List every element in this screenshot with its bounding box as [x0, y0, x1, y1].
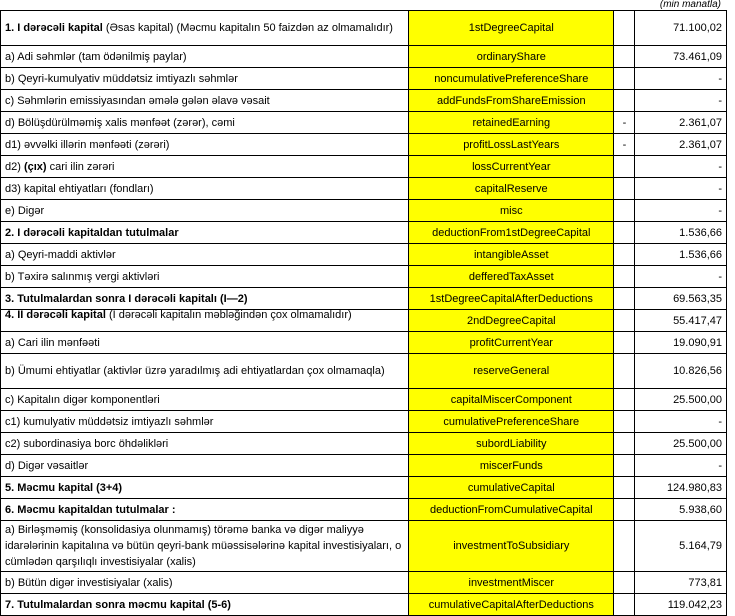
- row-value: 2.361,07: [635, 134, 727, 156]
- row-label: d2) (çıx) cari ilin zərəri: [1, 156, 409, 178]
- row-sign: -: [614, 134, 635, 156]
- row-label: 4. II dərəcəli kapital (I dərəcəli kapitalın məbləğindən çox olmamalıdır): [1, 310, 409, 332]
- table-row: [1, 68, 727, 90]
- row-label: 3. Tutulmalardan sonra I dərəcəli kapitalı (I—2): [1, 288, 409, 310]
- row-key: profitLossLastYears: [409, 134, 614, 156]
- row-label: a) Birləşməmiş (konsolidasiya olunmamış) törəmə banka və digər maliyyə idarələrinin kapitalına və bütün qeyri-bank müəssisələrinə kapital investisiyaları, o cümlədən qarşılıqlı investisiyalar (xalis): [1, 521, 409, 572]
- table-row: [1, 200, 727, 222]
- row-sign: [614, 572, 635, 594]
- row-sign: [614, 288, 635, 310]
- row-label: b) Qeyri-kumulyativ müddətsiz imtiyazlı səhmlər: [1, 68, 409, 90]
- row-key: ordinaryShare: [409, 46, 614, 68]
- row-label: c) Səhmlərin emissiyasından əmələ gələn əlavə vəsait: [1, 90, 409, 112]
- row-sign: -: [614, 112, 635, 134]
- unit-note: (min manatla): [659, 0, 721, 10]
- row-key: deductionFrom1stDegreeCapital: [409, 222, 614, 244]
- row-value: 119.042,23: [635, 594, 727, 616]
- row-sign: [614, 433, 635, 455]
- row-key: cumulativeCapitalAfterDeductions: [409, 594, 614, 616]
- row-value: -: [635, 200, 727, 222]
- row-key: intangibleAsset: [409, 244, 614, 266]
- table-row: [1, 389, 727, 411]
- table-row: [1, 266, 727, 288]
- row-key: subordLiability: [409, 433, 614, 455]
- row-value: 124.980,83: [635, 477, 727, 499]
- row-value: -: [635, 178, 727, 200]
- row-key: cumulativePreferenceShare: [409, 411, 614, 433]
- row-value: -: [635, 90, 727, 112]
- row-sign: [614, 411, 635, 433]
- table-row: [1, 433, 727, 455]
- table-row: [1, 455, 727, 477]
- table-row: [1, 332, 727, 354]
- row-value: 69.563,35: [635, 288, 727, 310]
- row-sign: [614, 310, 635, 332]
- row-label: b) Bütün digər investisiyalar (xalis): [1, 572, 409, 594]
- row-sign: [614, 68, 635, 90]
- row-sign: [614, 455, 635, 477]
- row-sign: [614, 389, 635, 411]
- row-key: deductionFromCumulativeCapital: [409, 499, 614, 521]
- row-key: reserveGeneral: [409, 354, 614, 389]
- table-row: [1, 594, 727, 616]
- table-row: [1, 288, 727, 310]
- table-row: [1, 411, 727, 433]
- table-row: [1, 11, 727, 46]
- row-label: 1. I dərəcəli kapital (Əsas kapital) (Məcmu kapitalın 50 faizdən az olmamalıdır): [1, 11, 409, 46]
- row-value: 71.100,02: [635, 11, 727, 46]
- row-key: cumulativeCapital: [409, 477, 614, 499]
- row-label: 2. I dərəcəli kapitaldan tutulmalar: [1, 222, 409, 244]
- row-key: 2ndDegreeCapital: [409, 310, 614, 332]
- row-value: 25.500,00: [635, 433, 727, 455]
- row-label: a) Adi səhmlər (tam ödənilmiş paylar): [1, 46, 409, 68]
- row-value: 19.090,91: [635, 332, 727, 354]
- row-label: c2) subordinasiya borc öhdəlikləri: [1, 433, 409, 455]
- row-key: lossCurrentYear: [409, 156, 614, 178]
- row-label: d) Digər vəsaitlər: [1, 455, 409, 477]
- table-row: [1, 156, 727, 178]
- row-key: investmentToSubsidiary: [409, 521, 614, 572]
- row-label: 5. Məcmu kapital (3+4): [1, 477, 409, 499]
- row-sign: [614, 178, 635, 200]
- row-key: 1stDegreeCapital: [409, 11, 614, 46]
- row-value: 5.164,79: [635, 521, 727, 572]
- row-value: 25.500,00: [635, 389, 727, 411]
- row-value: 55.417,47: [635, 310, 727, 332]
- row-label: c1) kumulyativ müddətsiz imtiyazlı səhmlər: [1, 411, 409, 433]
- row-sign: [614, 90, 635, 112]
- row-value: -: [635, 411, 727, 433]
- row-value: 1.536,66: [635, 222, 727, 244]
- row-value: 73.461,09: [635, 46, 727, 68]
- row-key: investmentMiscer: [409, 572, 614, 594]
- row-key: addFundsFromShareEmission: [409, 90, 614, 112]
- row-sign: [614, 354, 635, 389]
- table-row: [1, 244, 727, 266]
- row-label: d1) əvvəlki illərin mənfəəti (zərəri): [1, 134, 409, 156]
- row-label: c) Kapitalın digər komponentləri: [1, 389, 409, 411]
- row-value: -: [635, 68, 727, 90]
- row-key: miscerFunds: [409, 455, 614, 477]
- row-key: profitCurrentYear: [409, 332, 614, 354]
- row-sign: [614, 11, 635, 46]
- row-sign: [614, 477, 635, 499]
- row-key: retainedEarning: [409, 112, 614, 134]
- row-sign: [614, 594, 635, 616]
- table-row: [1, 354, 727, 389]
- row-value: 773,81: [635, 572, 727, 594]
- row-value: -: [635, 156, 727, 178]
- table-row: [1, 572, 727, 594]
- capital-table: [0, 10, 727, 616]
- table-row: [1, 499, 727, 521]
- row-label: d) Bölüşdürülməmiş xalis mənfəət (zərər), cəmi: [1, 112, 409, 134]
- table-row: [1, 112, 727, 134]
- row-sign: [614, 46, 635, 68]
- row-label: b) Ümumi ehtiyatlar (aktivlər üzrə yaradılmış adi ehtiyatlardan çox olmamaqla): [1, 354, 409, 389]
- row-sign: [614, 222, 635, 244]
- row-sign: [614, 499, 635, 521]
- row-label: a) Cari ilin mənfəəti: [1, 332, 409, 354]
- table-row: [1, 134, 727, 156]
- row-value: -: [635, 455, 727, 477]
- row-sign: [614, 156, 635, 178]
- row-key: capitalReserve: [409, 178, 614, 200]
- row-sign: [614, 244, 635, 266]
- row-value: 2.361,07: [635, 112, 727, 134]
- row-label: a) Qeyri-maddi aktivlər: [1, 244, 409, 266]
- row-value: -: [635, 266, 727, 288]
- table-row: [1, 521, 727, 572]
- row-key: defferedTaxAsset: [409, 266, 614, 288]
- row-value: 1.536,66: [635, 244, 727, 266]
- row-sign: [614, 200, 635, 222]
- row-value: 10.826,56: [635, 354, 727, 389]
- row-key: 1stDegreeCapitalAfterDeductions: [409, 288, 614, 310]
- row-sign: [614, 266, 635, 288]
- row-label: 7. Tutulmalardan sonra məcmu kapital (5-6): [1, 594, 409, 616]
- table-row: [1, 222, 727, 244]
- row-key: misc: [409, 200, 614, 222]
- table-row: [1, 46, 727, 68]
- row-sign: [614, 332, 635, 354]
- row-label: b) Təxirə salınmış vergi aktivləri: [1, 266, 409, 288]
- table-row: [1, 477, 727, 499]
- row-value: 5.938,60: [635, 499, 727, 521]
- row-label: d3) kapital ehtiyatları (fondları): [1, 178, 409, 200]
- row-label: e) Digər: [1, 200, 409, 222]
- table-row: [1, 310, 727, 332]
- row-key: noncumulativePreferenceShare: [409, 68, 614, 90]
- row-key: capitalMiscerComponent: [409, 389, 614, 411]
- table-row: [1, 178, 727, 200]
- row-label: 6. Məcmu kapitaldan tutulmalar :: [1, 499, 409, 521]
- row-sign: [614, 521, 635, 572]
- table-row: [1, 90, 727, 112]
